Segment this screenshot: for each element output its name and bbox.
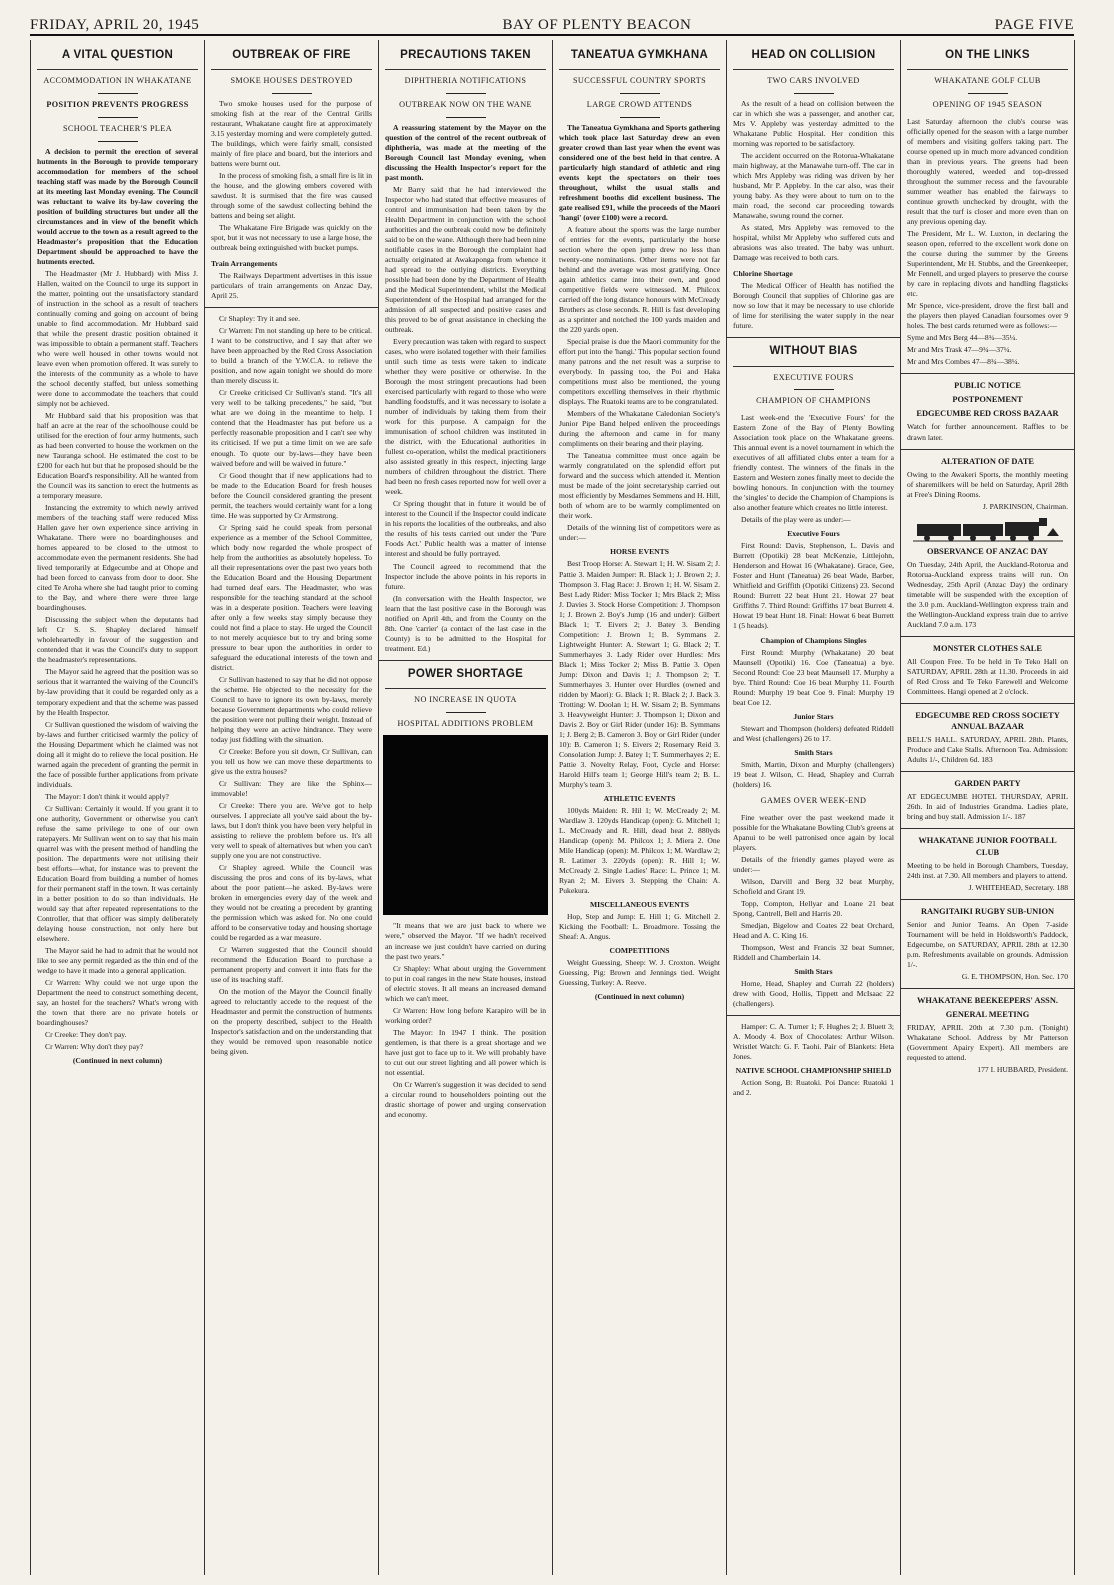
- results-list: Action Song, B: Ruatoki. Poi Dance: Ruatoki 1 and 2.: [733, 1077, 894, 1097]
- results-list: Hamper: C. A. Turner 1; F. Hughes 2; J. Bluett 3; A. Moody 4. Box of Chocolates: Arthur Wilson. Wristlet Watch: G. F. Taohi. Pair of Blankets: Heta Jones.: [733, 1021, 894, 1061]
- signature: 177 I. HUBBARD, President.: [977, 1065, 1068, 1075]
- paragraph: Cr Sullivan questioned the wisdom of waiving the by-laws and further criticised warmly the policy of the Housing Department which he claimed was not doing all it might do to relieve the local position. He warned again the precedent of granting the permit in the face of possible further applications from private individuals.: [37, 719, 198, 789]
- continued-note: (Continued in next column): [72, 1056, 163, 1066]
- paragraph: Details of the friendly games played were as under:—: [733, 854, 894, 874]
- divider: [901, 449, 1074, 450]
- paragraph: Every precaution was taken with regard to suspect cases, who were isolated together with their families until such time as tests were taken to indicate whether they were positive or otherwise. In the Borough the most stringent precautions had been exercised particularly with regard to those who were handling foodstuffs, and it was necessary to isolate a number of individuals by taking them from their work for this purpose. A campaign for the immunisation of school children was instituted in the district, with the Educational authorities in fullest co-operation, whilst the medical practitioners also assisted greatly in this respect, injecting large numbers of children throughout the district. There had been no fresh cases reported now for well over a week.: [385, 337, 546, 497]
- notice-heading: ALTERATION OF DATE: [940, 456, 1035, 466]
- subheading: OPENING OF 1945 SEASON: [932, 100, 1043, 109]
- notice-heading: EDGECUMBE RED CROSS BAZAAR: [916, 409, 1059, 419]
- paragraph: In the process of smoking fish, a small fire is lit in the house, and the glowing embers covered with sawdust. It is surmised that the fire was caused through some of the sawdust collecting behind the battens and being set alight.: [211, 171, 372, 221]
- section-heading: Executive Fours: [787, 529, 840, 539]
- paragraph: Cr Creeke criticised Cr Sullivan's stand. "It's all very well to be talking precedents," he said, "but what are we doing in the meantime to help. I contend that the Headmaster has put before us a perfectly reasonable proposition and I can't see why its criticised. If we put a time limit on we are safe enough. To quote our by-laws—they have been waived before and will be waived in future.": [211, 388, 372, 468]
- subheading: WHAKATANE GOLF CLUB: [934, 76, 1041, 86]
- notice-heading: WHAKATANE BEEKEEPERS' ASSN.: [917, 995, 1058, 1005]
- paragraph: The Taneatua committee must once again be warmly congratulated on the splendid effort put forward and the success which attended it. Mention must be made of the joint secretaryship carried out most efficiently by Mesdames Semmens and H. Hill, both of whom are to be warmly complimented on their work.: [559, 451, 720, 521]
- divider: [901, 703, 1074, 704]
- score-line: Mr and Mrs Combes 47—8¾—38¼.: [907, 357, 1020, 367]
- column-6: [901, 40, 1075, 1575]
- divider: [794, 93, 834, 94]
- paragraph: As stated, Mrs Appleby was removed to the hospital, whilst Mr Appleby who suffered cuts and abrasions was also treated. The baby was unhurt. Damage was received to both cars.: [733, 223, 894, 263]
- paragraph: Cr Spring thought that in future it would be of interest to the Council if the Inspector could indicate in his reports the localities of the outbreaks, and also the results of his tests carried out under the 'Pure Foods Act.' Public health was a matter of intense interest and should be fully portrayed.: [385, 499, 546, 559]
- paragraph: Details of the play were as under:—: [741, 515, 851, 525]
- headline: HEAD ON COLLISION: [733, 48, 894, 70]
- signature: G. E. THOMPSON, Hon. Sec. 170: [961, 971, 1068, 981]
- results-list: Stewart and Thompson (holders) defeated Riddell and West (challengers) 26 to 17.: [733, 723, 894, 743]
- section-heading: ATHLETIC EVENTS: [603, 793, 676, 803]
- notice-heading: GENERAL MEETING: [945, 1009, 1030, 1019]
- results-list: 100yds Maiden: R. Hil 1; W. McCready 2; M. Wardlaw 3. 120yds Handicap (open): G. Mitchell 1; L. McCready and R. Hill, dead heat 2. 880yds Handicap (open): M. Philcox 1; J. Miera 2. One Mile Handicap (open): M. Philcox 1; M. Wardlaw 2; R. Latimer 3. 220yds (open): R. Hill 1; W. McCready 2. Single Ladies' Race: L. Prince 1; M. Ryan 2; M. Eivers 3. Stepping the Chain: A. Pukekura.: [559, 805, 720, 895]
- notice-heading: GARDEN PARTY: [954, 779, 1021, 789]
- column-5: [727, 40, 901, 1575]
- headline: TANEATUA GYMKHANA: [559, 48, 720, 70]
- paragraph: The President, Mr L. W. Luxton, in declaring the season open, referred to the excellent work done on the course during the summer by the Greens Superintendent, Mr H. Stubbs, and the Greenkeeper, Mr Fennell, and urged players to preserve the course by care in replacing divots and handling flagsticks etc.: [907, 229, 1068, 299]
- divider: [446, 712, 486, 713]
- paragraph: Mr Barry said that he had interviewed the Inspector who had stated that effective measures of control and immunisation had been taken by the Health Department in conjunction with the school authorities and the outbreak could now be definitely said to be on the wane. Although there had been nine notifiable cases in the Borough the complaint had actually originated at Awakaponga from whence it had spread to the outlying districts. Everything possible had been done by the Department of Health and the Medical Superintendent, whilst the Medical Superintendent of the Hospital had arranged for the admission of all suspected and positive cases and this proved to be of great assistance in checking the outbreak.: [385, 184, 546, 335]
- subheading: NO INCREASE IN QUOTA: [414, 694, 517, 704]
- divider: [98, 141, 138, 142]
- notice-text: Meeting to be held in Borough Chambers, Tuesday, 24th inst. at 7.30. All members and players to attend.: [907, 860, 1068, 880]
- paragraph: Cr Good thought that if new applications had to be made to the Education Board for fresh houses before the Council considered granting the present permit, the teachers would certainly want for a long time. He was supported by Cr Armstrong.: [211, 470, 372, 520]
- section-heading: Smith Stars: [794, 966, 833, 976]
- divider: [794, 389, 834, 390]
- section-heading: HORSE EVENTS: [610, 547, 669, 557]
- paragraph: The Mayor: In 1947 I think. The position gentlemen, is that there is a great shortage and we have just got to face up to it. We will probably have to cut out our street lighting and all power which is not essential.: [385, 1027, 546, 1077]
- section-heading: Smith Stars: [794, 747, 833, 757]
- subheading: SMOKE HOUSES DESTROYED: [230, 76, 353, 86]
- paragraph: Members of the Whakatane Caledonian Society's Junior Pipe Band helped enliven the proceedings during the afternoon and came in for many compliments on their bearing and their playing.: [559, 409, 720, 449]
- subheading: SUCCESSFUL COUNTRY SPORTS: [572, 76, 707, 86]
- paragraph: As the result of a head on collision between the car in which she was a passenger, and another car, Mrs V. Appleby was yesterday admitted to the Whakatane Public Hospital. Her condition this morning was reported to be satisfactory.: [733, 99, 894, 149]
- paragraph: The Headmaster (Mr J. Hubbard) with Miss J. Hallen, waited on the Council to urge its support in the matter, pointing out the unsatisfactory standard of instruction in the school as a result of teachers continually coming and going on account of being unable to find accommodation. Mr Hubbard said that while the present drastic position obtained it was impossible to obtain a permanent staff. Teachers who were well housed in other towns would not leave even when promotion offered. It was surely to the interests of the community as a whole to have the school decently staffed, but unless something were done to accommodate the teachers that could simply not be achieved.: [37, 268, 198, 409]
- paragraph: Cr Shapley: Try it and see.: [219, 314, 300, 324]
- notice-text: On Tuesday, 24th April, the Auckland-Rotorua and Rotorua-Auckland express trains will run. On Wednesday, 25th April (Anzac Day) the ordinary timetable will be suspended with the exception of the 3.0 p.m. Auckland-Wellington express train and the Wellington-Auckland express train due to arrive Auckland 7.0 a.m. 173: [907, 559, 1068, 629]
- lede-paragraph: A decision to permit the erection of several hutments in the Borough to provide temporary accommodation for members of the school teaching staff was made by the Borough Council at its meeting last Monday evening. The Council was reluctant to waive its by-law covering the position of building structures but under all the circumstances and in view of the benefit which would accrue to the town as a result agreed to the Headmaster's proposition that the Education Department should be approached to have the hutments erected.: [37, 146, 198, 266]
- column-1: [31, 40, 205, 1575]
- paragraph: Cr Sullivan: Certainly it would. If you grant it to one authority, Government or otherwise you can't refuse the same privilege to one of our own ratepayers. Mr Sullivan went on to say that his main quarrel was with the present method of handling the position. The departments were not utilising their best efforts—what, for instance was to prevent the Education Board from building a number of homes for their permanent staff in the town. It was certainly in a better position to do so than individuals. He would say that after repeated representations to the Controller, that that officer was simply deliberately delaying house construction, not only here but elsewhere.: [37, 803, 198, 943]
- notice-text: Watch for further announcement. Raffles to be drawn later.: [907, 422, 1068, 442]
- section-heading: Train Arrangements: [211, 259, 278, 269]
- notice-text: Senior and Junior Teams. An Open 7-aside Tournament will be held in Holdsworth's Paddock, Edgecumbe, on SATURDAY, APRIL 28th at 12.30 p.m. Refreshments available on grounds. Admission 1/-.: [907, 919, 1068, 969]
- newspaper-title: BAY OF PLENTY BEACON: [502, 17, 692, 33]
- paragraph: Instancing the extremity to which newly arrived members of the teaching staff were reduced Miss Hallen gave her own experience since arriving in Whakatane. There were no boardinghouses and homes appeared to be closed to the utmost to accommodate even the permanent residents. She had lived temporarily at Edgecumbe and at Ohope and had been forced to canvass from door to door. She cited Te Aroha where she had taught prior to coming to the Bay, and where there were three large boardinghouses.: [37, 503, 198, 613]
- paragraph: Cr Shapley: What about urging the Government to put in coal ranges in the new State houses, instead of electric stoves. It all means an increased demand which we can't meet.: [385, 963, 546, 1003]
- divider: [727, 1015, 900, 1016]
- section-heading: MISCELLANEOUS EVENTS: [590, 900, 689, 909]
- notice-heading: MONSTER CLOTHES SALE: [933, 643, 1042, 653]
- paragraph: Cr Creeke: There you are. We've got to help ourselves. I appreciate all you've said about the by-laws, but I don't think you have been very helpful in assisting to relieve the problem before us. It's all very well to speak of alternatives but when you can't supply one you are not constructive.: [211, 801, 372, 861]
- headline: OUTBREAK OF FIRE: [211, 48, 372, 70]
- notice-text: AT EDGECUMBE HOTEL THURSDAY, APRIL 26th. In aid of Industries Grandma. Ladies plate, bring and buy stall. Admission 1/-. 187: [907, 792, 1068, 822]
- issue-date: FRIDAY, APRIL 20, 1945: [30, 17, 200, 33]
- column-4: [553, 40, 727, 1575]
- headline: A VITAL QUESTION: [37, 48, 198, 70]
- article-body: [37, 269, 198, 1052]
- divider: [901, 636, 1074, 637]
- notice-text: FRIDAY, APRIL 20th at 7.30 p.m. (Tonight) Whakatane School. Address by Mr Patterson (Government Apairy Expert). All members are requested to attend.: [907, 1023, 1068, 1063]
- headline: ON THE LINKS: [907, 48, 1068, 70]
- divider: [901, 899, 1074, 900]
- subheading: DIPHTHERIA NOTIFICATIONS: [404, 76, 527, 86]
- paragraph: On Cr Warren's suggestion it was decided to send a circular round to householders pointing out the drastic shortage of power and urging conservation and economy.: [385, 1079, 546, 1119]
- section-heading: NATIVE SCHOOL CHAMPIONSHIP SHIELD: [735, 1065, 892, 1075]
- notice-text: BELL'S HALL. SATURDAY, APRIL 28th. Plants, Produce and Cake Stalls. Afternoon Tea. Admission: Adults 1/-, Children 6d. 183: [907, 735, 1068, 765]
- notice-heading: OBSERVANCE OF ANZAC DAY: [926, 546, 1049, 556]
- subheading: POSITION PREVENTS PROGRESS: [46, 100, 189, 109]
- paragraph: Cr Creeke: Before you sit down, Cr Sullivan, can you tell us how we can move these departments to give us the extra houses?: [211, 746, 372, 776]
- signature: J. PARKINSON, Chairman.: [982, 501, 1068, 511]
- masthead: [30, 12, 1074, 36]
- divider: [446, 93, 486, 94]
- divider: [205, 307, 378, 308]
- notice-text: All Coupon Free. To be held in Te Teko Hall on SATURDAY, APRIL 28th at 11.30. Proceeds in aid of Red Cross and Te Teko Farewell and Welcome Committees. Hangi opened at 2 o'clock.: [907, 656, 1068, 697]
- paragraph: Last week-end the 'Executive Fours' for the Eastern Zone of the Bay of Plenty Bowling Association took place on the Whakatane greens. This annual event is a novel tournament in which the executives of all affiliated clubs enter a team for a friendly contest. The winners of the finals in the Eastern and Western zones finally meet to decide the bowling honours. In conjunction with the tourney the 'singles' to decide the Champion of Champions is also another feature which creates no little interest.: [733, 413, 894, 513]
- paragraph: Special praise is due the Maori community for the effort put into the 'hangi.' This popular section found many patrons and the net result was a surprise to everybody. In passing too, the Poi and Haka competitions must also be mentioned, the young competitors excelling themselves in their rhythmic displays. The Ruatoki teams are to be congratulated.: [559, 337, 720, 407]
- divider: [620, 93, 660, 94]
- paragraph: Cr Warren: How long before Karapiro will be in working order?: [385, 1005, 546, 1025]
- results-list: Weight Guessing, Sheep: W. J. Croxton. Weight Guessing, Pig: Brown and Jennings tied. Weight Guessing, Turkey: A. Reeve.: [559, 958, 720, 988]
- section-heading: Champion of Champions Singles: [760, 635, 867, 645]
- subheading: SCHOOL TEACHER'S PLEA: [62, 123, 173, 133]
- paragraph: Mr Spence, vice-president, drove the first ball and the players then played Canadian foursomes over 9 holes. The best cards returned were as follows:—: [907, 301, 1068, 331]
- headline: WITHOUT BIAS: [733, 344, 894, 366]
- notice-text: Owing to the Awakeri Sports, the monthly meeting of sharemilkers will be held on Saturday, April 28th at Free's Dining Rooms.: [907, 469, 1068, 499]
- paragraph: Cr Warren: Why don't they pay?: [45, 1042, 144, 1052]
- paragraph: Cr Warren: I'm not standing up here to be critical. I want to be constructive, and I say that after we have been approached by the Red Cross Association to build a branch of the Y.W.C.A. to relieve the position, and now again tonight we should do more than merely discuss it.: [211, 326, 372, 386]
- notice-heading: EDGECUMBE RED CROSS SOCIETY ANNUAL BAZAAR: [915, 711, 1060, 732]
- subheading: CHAMPION OF CHAMPIONS: [756, 396, 871, 406]
- section-heading: Junior Stars: [793, 711, 834, 721]
- divider: [901, 988, 1074, 989]
- paragraph: Thompson, West and Francis 32 beat Sumner, Riddell and Chamberlain 14.: [733, 942, 894, 962]
- section-heading: COMPETITIONS: [609, 946, 670, 956]
- paragraph: Cr Sullivan hastened to say that he did not oppose the scheme. He objected to the necessity for the Council to have to ignore its own by-laws, merely because Government departments who could relieve the position were not pulling their weight. Instead of helping they were an active hindrance. They were today just fiddling with the situation.: [211, 674, 372, 744]
- results-list: First Round: Davis, Stephenson, L. Davis and Burrett (Opotiki) 28 beat McKenzie, Littlejohn, Henderson and Howat 16 (Whakatane). Grace, Gee, Foster and Hunt (Taneatua) 26 beat Wade, Barber, Whitfield and Griffith (Opotiki Citizens) 23. Second Round: Burrett 22 beat Hunt 21. Howat 27 beat Griffiths 7. Third Round: Griffiths 17 beat Burrett 4. Howat 19 beat Hunt 18. Final: Howat 6 beat Burrett 1 (5 heads).: [733, 541, 894, 631]
- divider: [446, 117, 486, 118]
- headline: POWER SHORTAGE: [385, 667, 546, 689]
- divider: [379, 660, 552, 661]
- paragraph: "It means that we are just back to where we were," observed the Mayor. "If we hadn't received an increase we just couldn't have carried on during the past two years.": [385, 921, 546, 961]
- continued-note: (Continued in next column): [594, 992, 685, 1002]
- headline: PRECAUTIONS TAKEN: [385, 48, 546, 70]
- paragraph: The Railways Department advertises in this issue particulars of train arrangements on Anzac Day, April 25.: [211, 271, 372, 301]
- notice-heading: PUBLIC NOTICE: [954, 381, 1021, 391]
- paragraph: Cr Warren: Why could we not urge upon the Department the need to construct something decent, say, an hostel for the teachers? What's wrong with the town that there are no private hotels or boardinghouses?: [37, 977, 198, 1027]
- paragraph: Cr Warren suggested that the Council should recommend the Education Board to purchase a permanent property and convert it into flats for the use of its teaching staff.: [211, 945, 372, 985]
- redacted-block: [383, 735, 548, 915]
- divider: [901, 828, 1074, 829]
- results-list: Best Troop Horse: A. Stewart 1; H. W. Sisam 2; J. Pattie 3. Maiden Jumper: R. Black 1; J. Brown 2; J. Thompson 3. Flag Race: J. Brown 1; H. W. Sisam 2. Best Lady Rider: Miss Tocker 1; Mrs Black 2; Miss J. Davies 3. Stock Horse Competition: J. Thompson 1; J. Brown 2. Boy's Jump (16 and under): Gilbert Black 1; T. Eivers 2; J. Batey 3. Bending Competition: J. Brown 1; B. Symmans 2. Lightweight Hunter: A. Stewart 1; G. Black 2; T. Summerhayes 3. Lady Rider over Hurdles: Mrs Black 1; Miss Tocker 2; Miss B. Pattie 3. Open Jump: Dixon and Davis 1; J. Thompson 2; T. Summerhayes 3. Hunter over Hurdles (owned and ridden by Maori): G. Black 1; R. Black 2; J. Back 3. Trotting: W. Doolan 1; H. W. Sisam 2; B. Symmans 3. Heavyweight Hunter: J. Thompson 1; Dixon and Davis 2. Boy or Girl Rider (under 16): B. Symmans 1; J. Berg 2; B. Cameron 3. Boy or Girl Rider (under 10): B. Cameron 1; S. Eivers 2; Rosemary Reid 3. Consolation Jump: J. Batey 1; T. Summerhayes 2; E. Pattie 3. Novelty Relay, Foot, Cycle and Horse: Harold Hill's team 1; George Hill's team 2; B. L. Murphy's team 3.: [559, 559, 720, 789]
- paragraph: Cr Sullivan: They are like the Sphinx—immovable!: [211, 779, 372, 799]
- paragraph: A feature about the sports was the large number of entries for the events, particularly the horse section where the open jump drew no less than twenty-one nominations. Other items were not far behind and the average was most gratifying. Once again athletics came into their own, and good competitive fields were witnessed. M. Philcox carried off the long distance honours with McCready Brothers as close seconds. R. Hill is fast developing as a sprinter and notched the 100 yards maiden and the 220 yards open.: [559, 224, 720, 335]
- subheading: TWO CARS INVOLVED: [767, 76, 860, 86]
- paragraph: The Whakatane Fire Brigade was quickly on the spot, but it was not necessary to use a large hose, the outbreak being extinguished with bucket pumps.: [211, 223, 372, 253]
- score-line: Mr and Mrs Trask 47—9¾—37¼.: [907, 345, 1012, 355]
- results-list: Hop, Step and Jump: E. Hill 1; G. Mitchell 2. Kicking the Football: L. Broadmore. Tossing the Sheaf: A. Angus.: [559, 912, 720, 942]
- paragraph: Cr Shapley agreed. While the Council was discussing the pros and cons of its by-laws, what about the poor patient—he asked. By-laws were broken in emergencies every day of the week and they would not be creating a precedent by granting the permission which was asked for. No one could afford to be conservative today and housing shortage could be regarded as a war measure.: [211, 863, 372, 943]
- paragraph: Last Saturday afternoon the club's course was officially opened for the season with a large number of members and visiting golfers taking part. The course opened up in much more advanced condition than in previous years. The greens had been thoroughly watered, weeded and top-dressed throughout the summer recess and the favourable summer weather has enabled the fairways to continue growth unchecked by drought, with the result that the turf is closer and more even than on any previous opening day.: [907, 116, 1068, 226]
- paragraph: Smedjan, Bigelow and Coates 22 beat Orchard, Head and A. C. King 16.: [733, 920, 894, 940]
- page-number: PAGE FIVE: [994, 17, 1074, 33]
- subheading: ACCOMMODATION IN WHAKATANE: [43, 76, 192, 86]
- paragraph: Wilson, Darvill and Berg 32 beat Murphy, Schofield and Grant 19.: [733, 876, 894, 896]
- paragraph: Cr Creeke: They don't pay.: [45, 1030, 127, 1039]
- signature: J. WHITEHEAD, Secretary. 188: [968, 882, 1068, 892]
- divider: [98, 93, 138, 94]
- divider: [968, 93, 1008, 94]
- results-list: Horne, Head, Shapley and Currah 22 (holders) drew with Good, Hollis, Tippett and McIsaac 22 (challengers).: [733, 978, 894, 1008]
- train-icon: [913, 516, 1063, 542]
- paragraph: Cr Spring said he could speak from personal experience as a member of the School Committee, which body now regarded the whole prospect of help from the authorities as absolutely hopeless. To all their representations over the past two years both the Education Board and the Housing Department had turned deaf ears. The Headmaster, who was responsible for the teaching standard at the school was in a desperate position. Teachers were leaving after only a few weeks stay simply because they could not find a place to stay. He urged the Council to not merely acquiesce but to try and bring some pressure to bear upon the authorities in order to safeguard the educational interests of the town and district.: [211, 522, 372, 672]
- columns: [30, 40, 1075, 1575]
- subheading: EXECUTIVE FOURS: [773, 372, 854, 382]
- section-heading: Chlorine Shortage: [733, 269, 793, 279]
- divider: [98, 117, 138, 118]
- column-3: [379, 40, 553, 1575]
- notice-heading: POSTPONEMENT: [952, 395, 1023, 405]
- lede-paragraph: The Taneatua Gymkhana and Sports gathering which took place last Saturday drew an even greater crowd than last year when the event was considered one of the best held in that centre. A particularly high standard of athletic and ring events kept the spectators on their toes throughout, whilst the usual stalls and refreshment booths did excellent business. The gate realised £91, while the proceeds of the Maori 'hangi' (over £100) were a record.: [559, 122, 720, 222]
- paragraph: Details of the winning list of competitors were as under:—: [559, 523, 720, 543]
- paragraph: Discussing the subject when the deputants had left Cr S. S. Shapley declared himself wholeheartedly in favour of the suggestion and contended that it was the Council's duty to support the headmaster's representations.: [37, 615, 198, 665]
- paragraph: Fine weather over the past weekend made it possible for the Whakatane Bowling Club's greens at Apanui to be well patronised once again by local players.: [733, 812, 894, 852]
- paragraph: The Council agreed to recommend that the Inspector include the above points in his reports in future.: [385, 561, 546, 591]
- divider: [620, 117, 660, 118]
- results-list: First Round: Murphy (Whakatane) 20 beat Maunsell (Opotiki) 16. Coe (Taneatua) a bye. Second Round: Coe 23 beat Maunsell 17. Murphy a bye. Third Round: Coe 16 beat Murphy 11. Fourth Round: Murphy 19 beat Coe 9. Final: Murphy 19 beat Coe 12.: [733, 647, 894, 707]
- paragraph: Two smoke houses used for the purpose of smoking fish at the rear of the Central Grills restaurant, Whakatane caught fire at approximately 3.15 yesterday morning and were completely gutted. The buildings, which were fairly small, consisted mainly of fire place and board, but the interiors and battens were burnt out.: [211, 99, 372, 169]
- paragraph: The accident occurred on the Rotorua-Whakatane main highway, at the Manawahe turn-off. The car in which Mrs Appleby was riding was driven by her husband, Mr P. Appleby. In the car also, was their young baby. As they were about to turn on to the main road, the second car proceeding towards Manawahe, swung round the corner.: [733, 151, 894, 221]
- divider: [272, 93, 312, 94]
- paragraph: The Mayor: I don't think it would apply?: [45, 791, 169, 801]
- paragraph: On the motion of the Mayor the Council finally agreed to reluctantly accede to the request of the Headmaster and permit the construction of hutments on the property described, subject to the Health Inspector's satisfaction and on the understanding that they would be removed upon reasonable notice being given.: [211, 987, 372, 1057]
- subheading: HOSPITAL ADDITIONS PROBLEM: [397, 718, 534, 728]
- paragraph: The Mayor said he agreed that the position was so serious that it warranted the waiving of the Council's by-law providing that it could be regarded only as a temporary expedient and that the scheme was passed by the Health Inspector.: [37, 667, 198, 717]
- score-line: Syme and Mrs Berg 44—8¾—35¼.: [907, 333, 1018, 343]
- lede-paragraph: A reassuring statement by the Mayor on the question of the control of the recent outbreak of diphtheria, was made at the meeting of the Borough Council last Monday evening, when discussing the Health Inspector's report for the past month.: [385, 122, 546, 182]
- subheading: LARGE CROWD ATTENDS: [586, 100, 693, 109]
- paragraph: The Mayor said he had to admit that he would not like to see any permit regarded as the thin end of the wedge to have it made into a general application.: [37, 945, 198, 975]
- results-list: Smith, Martin, Dixon and Murphy (challengers) 19 beat J. Wilson, C. Head, Shapley and Currah (holders) 16.: [733, 759, 894, 789]
- subheading: GAMES OVER WEEK-END: [760, 795, 867, 805]
- notice-heading: WHAKATANE JUNIOR FOOTBALL CLUB: [918, 836, 1057, 857]
- paragraph: (In conversation with the Health Inspector, we learn that the last positive case in the Borough was notified on April 4th, and from the County on the 8th. One 'carrier' (a contact of the last case in the County) is to be admitted to the Hospital for treatment. Ed.): [385, 593, 546, 653]
- subheading: OUTBREAK NOW ON THE WANE: [399, 100, 532, 109]
- divider: [727, 337, 900, 338]
- paragraph: Topp, Compton, Hellyar and Loane 21 beat Spong, Cantrell, Bell and Harris 20.: [733, 898, 894, 918]
- column-2: [205, 40, 379, 1575]
- paragraph: Mr Hubbard said that his proposition was that half an acre at the rear of the schoolhouse could be utilised for the erection of four army hutments, such as had been converted to house the workmen on the new Tauranga school. He estimated the cost to be £200 for each hut but that he proposed should be the Education Board's responsibility. All he wanted from the Council was its sanction to erect the hutments as a temporary measure.: [37, 411, 198, 501]
- divider: [901, 771, 1074, 772]
- divider: [901, 373, 1074, 374]
- notice-heading: RANGITAIKI RUGBY SUB-UNION: [920, 906, 1055, 916]
- paragraph: The Medical Officer of Health has notified the Borough Council that supplies of Chlorine gas are now so low that it may be necessary to use chloride of lime for sterilising the water supply in the near future.: [733, 281, 894, 331]
